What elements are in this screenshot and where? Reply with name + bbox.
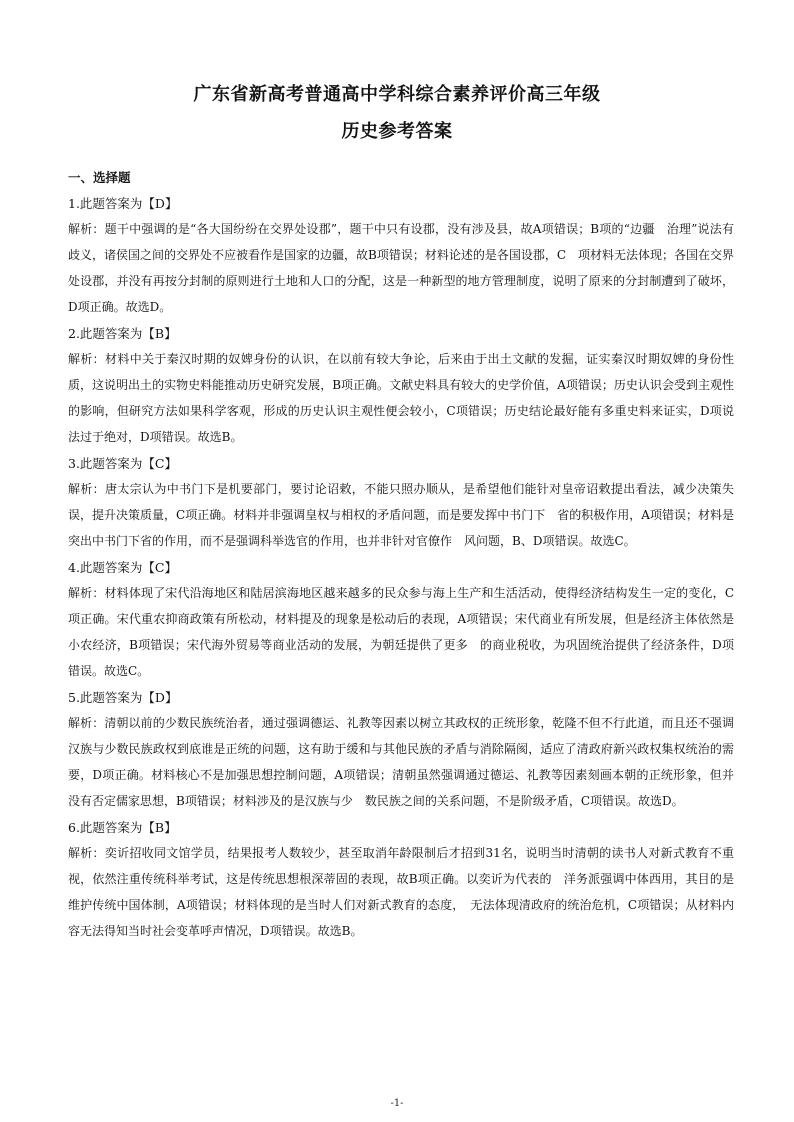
answer-5: 5.此题答案为【D】 bbox=[68, 690, 178, 705]
explanation-6: 解析：奕䜣招收同文馆学员，结果报考人数较少，甚至取消年龄限制后才招到31名，说明当时清朝的读书人对新式教育不重视，依然注重传统科举考试，这是传统思想根深蒂固的表现，故B项正确。以奕䜣为代表的 洋务派强调中体西用，其目的是维护传统中国体制，A项错误；材料体现的是当时人们对新式教育的态度， 无法体现清政府的统治危机，C项错误；从材料内容无法得知当时社会变革呼声情况，D项错误。故选B。 bbox=[68, 846, 734, 938]
answer-2: 2.此题答案为【B】 bbox=[68, 326, 177, 341]
document-title: 广东省新高考普通高中学科综合素养评价高三年级 bbox=[193, 84, 601, 105]
answer-1: 1.此题答案为【D】 bbox=[68, 196, 178, 211]
explanation-2: 解析：材料中关于秦汉时期的奴婢身份的认识，在以前有较大争论，后来由于出土文献的发掘，证实秦汉时期奴婢的身份性质，这说明出土的实物史料能推动历史研究发展，B项正确。文献史料具有较大的史学价值，A项错误；历史认识会受到主观性的影响，但研究方法如果科学客观，形成的历史认识主观性便会较小，C项错误；历史结论最好能有多重史料来证实，D项说法过于绝对，D项错误。故选B。 bbox=[68, 352, 734, 444]
explanation-5: 解析：清朝以前的少数民族统治者，通过强调德运、礼教等因素以树立其政权的正统形象，乾隆不但不行此道，而且还不强调汉族与少数民族政权到底谁是正统的问题，这有助于缓和与其他民族的矛盾与消除隔阂，适应了清政府新兴政权集权统治的需要，D项正确。材料核心不是加强思想控制问题，A项错误；清朝虽然强调通过德运、礼教等因素刻画本朝的正统形象，但并没有否定儒家思想，B项错误；材料涉及的是汉族与少 数民族之间的关系问题，不是阶级矛盾，C项错误。故选D。 bbox=[68, 716, 734, 808]
answer-content bbox=[68, 168, 734, 944]
answer-6: 6.此题答案为【B】 bbox=[68, 820, 177, 835]
section-heading: 一、选择题 bbox=[68, 170, 131, 185]
explanation-3: 解析：唐太宗认为中书门下是机要部门，要讨论诏敕，不能只照办顺从，是希望他们能针对皇帝诏敕提出看法，减少决策失误，提升决策质量，C项正确。材料并非强调皇权与相权的矛盾问题，而是要发挥中书门下 省的积极作用，A项错误；材料是突出中书门下省的作用，而不是强调科举选官的作用，也并非针对官僚作 风问题，B、D项错误。故选C。 bbox=[68, 482, 734, 548]
document-subtitle: 历史参考答案 bbox=[341, 121, 453, 142]
answer-4: 4.此题答案为【C】 bbox=[68, 560, 177, 575]
answer-3: 3.此题答案为【C】 bbox=[68, 456, 177, 471]
explanation-4: 解析：材料体现了宋代沿海地区和陆居滨海地区越来越多的民众参与海上生产和生活活动，使得经济结构发生一定的变化，C项正确。宋代重农抑商政策有所松动，材料提及的现象是松动后的表现，A项错误；宋代商业有所发展，但是经济主体依然是小农经济，B项错误；宋代海外贸易等商业活动的发展，为朝廷提供了更多 的商业税收，为巩固统治提供了经济条件，D项错误。故选C。 bbox=[68, 586, 734, 678]
explanation-1: 解析：题干中强调的是“各大国纷纷在交界处设郡”，题干中只有设郡，没有涉及县，故A项错误；B项的“边疆 治理”说法有歧义，诸侯国之间的交界处不应被看作是国家的边疆，故B项错误；材料论述的是各国设郡，C 项材料无法体现；各国在交界处设郡，并没有再按分封制的原则进行土地和人口的分配，这是一种新型的地方管理制度，说明了原来的分封制遭到了破坏，D项正确。故选D。 bbox=[68, 222, 735, 314]
page-number: -1- bbox=[390, 1098, 404, 1109]
